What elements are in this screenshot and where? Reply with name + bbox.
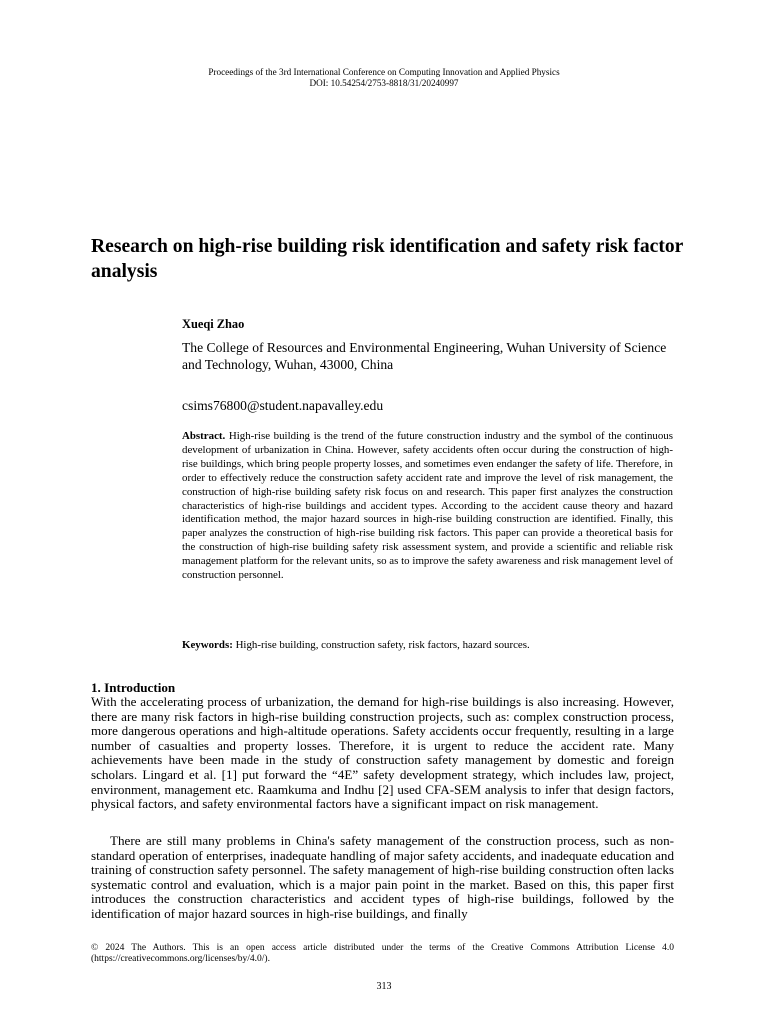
section-heading-introduction: 1. Introduction — [91, 680, 176, 695]
page-number: 313 — [376, 981, 392, 992]
author-name: Xueqi Zhao — [182, 317, 245, 331]
license-footnote: © 2024 The Authors. This is an open access article distributed under the terms of the Creative Commons Attribution License 4.0 (https://creativecommons.org/licenses/by/4.0/). — [91, 943, 674, 964]
abstract — [182, 430, 673, 583]
paper-title: Research on high-rise building risk identification and safety risk factor analysis — [91, 236, 684, 282]
proceedings-line: Proceedings of the 3rd International Conference on Computing Innovation and Applied Physics — [208, 67, 560, 77]
intro-paragraph-2: There are still many problems in China's safety management of the construction process, such as non-standard operation of enterprises, inadequate handling of major safety accidents, and inadequate education and training of construction safety personnel. The safety management of high-rise building construction often lacks systematic control and evaluation, which is a major pain point in the market. Based on this, this paper first introduces the construction characteristics and accident types of high-rise buildings, followed by the identification of major hazard sources in high-rise buildings, and finally — [91, 833, 674, 921]
running-header — [0, 67, 768, 89]
author-email: csims76800@student.napavalley.edu — [182, 398, 384, 413]
doi-line: DOI: 10.54254/2753-8818/31/20240997 — [309, 78, 459, 88]
keywords-text: High-rise building, construction safety, risk factors, hazard sources. — [235, 639, 530, 651]
abstract-label: Abstract. — [182, 430, 226, 442]
abstract-text: High-rise building is the trend of the future construction industry and the symbol of the continuous development of urbanization in China. However, safety accidents often occur during the construction of high-rise buildings, which bring people property losses, and sometimes even endanger the safety of life. Therefore, in order to effectively reduce the construction safety accident rate and improve the level of risk management, the construction of high-rise building safety risk focus on and research. This paper first analyzes the construction characteristics of high-rise buildings and accident types. According to the accident cause theory and hazard identification method, the major hazard sources in high-rise building construction are identified. Finally, this paper analyzes the construction of high-rise building risk factors. This paper can provide a theoretical basis for the construction of high-rise building safety risk assessment system, and provide a scientific and reliable risk management platform for the relevant units, so as to improve the safety awareness and risk management level of construction personnel. — [182, 430, 673, 582]
keywords — [182, 639, 673, 652]
intro-paragraph-1: With the accelerating process of urbanization, the demand for high-rise buildings is also increasing. However, there are many risk factors in high-rise building construction projects, such as: complex construction process, more dangerous operations and high-altitude operations. Safety accidents occur frequently, resulting in a large number of casualties and property losses. Therefore, it is urgent to reduce the accident rate. Many achievements have been made in the study of construction safety management by domestic and foreign scholars. Lingard et al. [1] put forward the “4E” safety development strategy, which includes law, project, environment, management etc. Raamkuma and Indhu [2] used CFA-SEM analysis to infer that design factors, physical factors, and safety environmental factors have a significant impact on risk management. — [91, 694, 674, 812]
author-affiliation: The College of Resources and Environmental Engineering, Wuhan University of Science and Technology, Wuhan, 43000, China — [182, 340, 667, 372]
keywords-label: Keywords: — [182, 639, 233, 651]
